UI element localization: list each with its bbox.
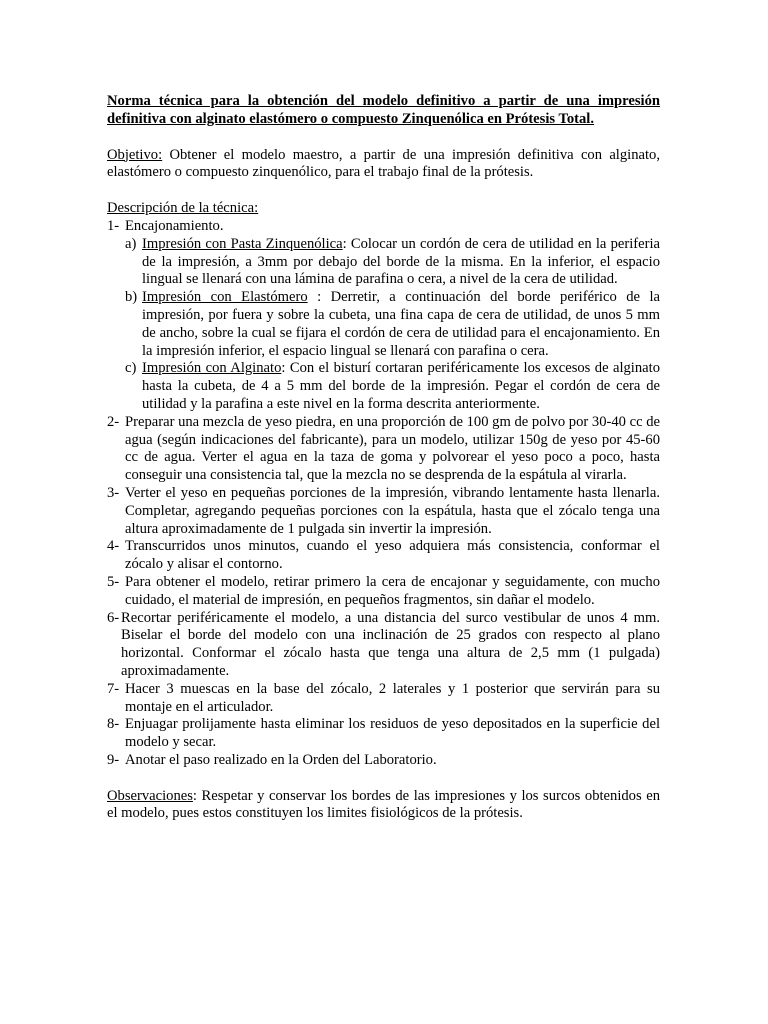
- objective-text: Obtener el modelo maestro, a partir de una impresión definitiva con alginato, elastómero o compuesto zinquenólico, para el trabajo final de la prótesis.: [107, 146, 660, 181]
- step-number: 7-: [107, 680, 120, 697]
- observations-label: Observaciones: [107, 787, 193, 804]
- step-text: Enjuagar prolijamente hasta eliminar los residuos de yeso depositados en la superficie del modelo y secar.: [125, 716, 660, 751]
- substep-c: [107, 360, 660, 413]
- step-number: 4-: [107, 538, 120, 555]
- step-number: 8-: [107, 716, 120, 733]
- substep-letter: a): [125, 235, 137, 252]
- objective-label: Objetivo:: [107, 146, 163, 163]
- substep-label: Impresión con Alginato: [142, 360, 282, 377]
- objective-paragraph: [107, 147, 660, 183]
- observations-paragraph: [107, 788, 660, 824]
- step-text: Transcurridos unos minutos, cuando el yeso adquiera más consistencia, conformar el zócalo y alisar el contorno.: [125, 538, 660, 573]
- substep-a: [107, 236, 660, 289]
- step-number: 6-: [107, 609, 120, 626]
- substep-b: [107, 289, 660, 360]
- substep-text: : Colocar un cordón de cera de utilidad en la periferia de la impresión, a 3mm por debajo del borde de la misma. En la inferior, el espacio lingual se llenará con una lámina de parafina o cera, a nivel de la cera de utilidad.: [142, 235, 660, 288]
- step-6: [107, 610, 660, 681]
- step-text: Verter el yeso en pequeñas porciones de la impresión, vibrando lentamente hasta llenarla. Completar, agregando pequeñas porciones con la espátula, hasta que el zócalo tenga una altura aproximadamente de 1 pulgada sin invertir la impresión.: [125, 484, 660, 537]
- substep-text: : Con el bisturí cortaran periféricamente los excesos de alginato hasta la cubeta, de 4 a 5 mm del borde de la impresión. Pegar el cordón de cera de utilidad y la parafina a este nivel en la forma descrita anteriormente.: [142, 360, 660, 412]
- step-number: 9-: [107, 751, 120, 768]
- substep-letter: b): [125, 289, 138, 306]
- document-title: Norma técnica para la obtención del modelo definitivo a partir de una impresión definitiva con alginato elastómero o compuesto Zinquenólica en Prótesis Total.: [107, 93, 660, 127]
- step-number: 2-: [107, 413, 120, 430]
- step-text: Preparar una mezcla de yeso piedra, en una proporción de 100 gm de polvo por 30-40 cc de agua (según indicaciones del fabricante), para un modelo, utilizar 150g de yeso por 45-60 cc de agua. Verter el agua en la taza de goma y polvorear el yeso poco a poco, hasta conseguir una consistencia tal, que la mezcla no se desprenda de la espátula al virarla.: [125, 413, 660, 484]
- step-4: [107, 538, 660, 574]
- step-7: [107, 681, 660, 717]
- step-text: Para obtener el modelo, retirar primero la cera de encajonar y seguidamente, con mucho cuidado, el material de impresión, en pequeños fragmentos, sin dañar el modelo.: [125, 573, 660, 608]
- step-number: 1-: [107, 217, 120, 234]
- observations-text: : Respetar y conservar los bordes de las impresiones y los surcos obtenidos en el modelo, pues estos constituyen los limites fisiológicos de la prótesis.: [107, 787, 660, 822]
- step-text: Recortar periféricamente el modelo, a una distancia del surco vestibular de unos 4 mm. Biselar el borde del modelo con una inclinación de 25 grados con respecto al plano horizontal. Conformar el zócalo hasta que tenga una altura de 2,5 mm (1 pulgada) aproximadamente.: [121, 609, 660, 679]
- step-text: Anotar el paso realizado en la Orden del Laboratorio.: [125, 751, 437, 768]
- substep-label: Impresión con Elastómero: [142, 289, 308, 306]
- step-3: [107, 485, 660, 538]
- step-number: 5-: [107, 573, 120, 590]
- step-8: [107, 716, 660, 752]
- substep-label: Impresión con Pasta Zinquenólica: [142, 235, 343, 252]
- step-5: [107, 574, 660, 610]
- step-text: Hacer 3 muescas en la base del zócalo, 2 laterales y 1 posterior que servirán para su montaje en el articulador.: [125, 680, 660, 715]
- document-body: [107, 93, 660, 823]
- step-9: [107, 752, 660, 770]
- substep-text: : Derretir, a continuación del borde periférico de la impresión, por fuera y sobre la cubeta, una fina capa de cera de utilidad, de unos 5 mm de ancho, sobre la cual se fijara el cordón de cera de utilidad para el encajonamiento. En la impresión inferior, el espacio lingual se llenará con parafina o cera.: [142, 289, 660, 359]
- step-text: Encajonamiento.: [125, 217, 224, 234]
- step-1: [107, 218, 660, 236]
- step-number: 3-: [107, 484, 120, 501]
- technique-heading: Descripción de la técnica:: [107, 200, 259, 217]
- substep-letter: c): [125, 360, 137, 377]
- step-2: [107, 414, 660, 485]
